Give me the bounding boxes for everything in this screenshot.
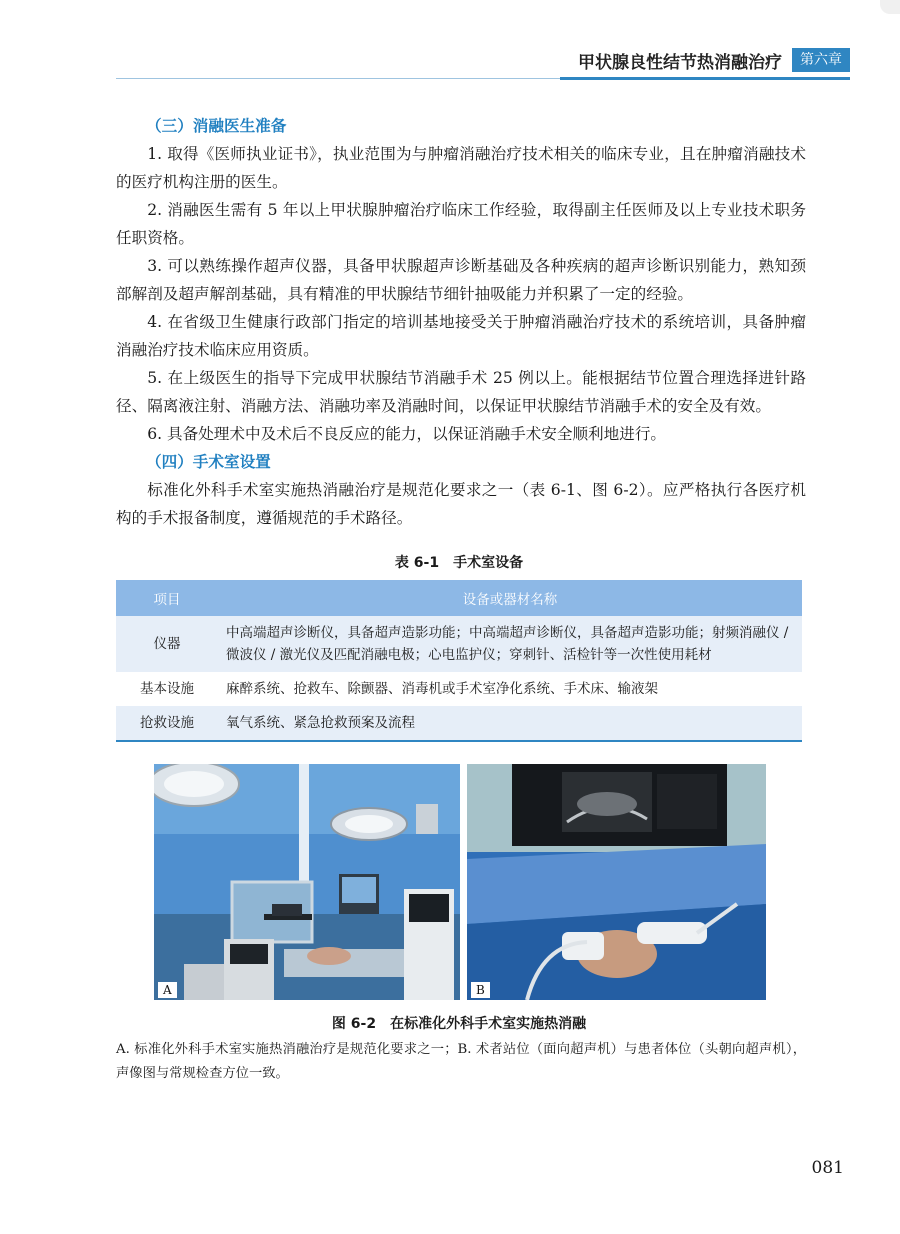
section-heading-3: （三）消融医生准备 — [146, 117, 287, 135]
paragraph: 6. 具备处理术中及术后不良反应的能力，以保证消融手术安全顺利地进行。 — [147, 425, 667, 443]
paragraph: 3. 可以熟练操作超声仪器，具备甲状腺超声诊断基础及各种疾病的超声诊断识别能力，熟知颈部解剖及超声解剖基础，具有精准的甲状腺结节细针抽吸能力并积累了一定的经验。 — [116, 257, 806, 303]
paragraph: 1. 取得《医师执业证书》，执业范围为与肿瘤消融治疗技术相关的临床专业，且在肿瘤消融技术的医疗机构注册的医生。 — [116, 145, 806, 191]
table-cell-detail: 中高端超声诊断仪，具备超声造影功能；中高端超声诊断仪，具备超声造影功能；射频消融仪 / 微波仪 / 激光仪及匹配消融电极；心电监护仪；穿刺针、活检针等一次性使用耗材 — [218, 616, 802, 672]
paragraph: 标准化外科手术室实施热消融治疗是规范化要求之一（表 6-1、图 6-2）。应严格执行各医疗机构的手术报备制度，遵循规范的手术路径。 — [116, 481, 806, 527]
column-header: 设备或器材名称 — [218, 580, 802, 616]
column-header: 项目 — [116, 580, 218, 616]
table-row — [116, 672, 802, 706]
procedure-illustration — [467, 764, 766, 1000]
paragraph: 4. 在省级卫生健康行政部门指定的培训基地接受关于肿瘤消融治疗技术的系统培训，具备肿瘤消融治疗技术临床应用资质。 — [116, 313, 806, 359]
table-cell-item: 抢救设施 — [116, 706, 218, 741]
table-cell-detail: 麻醉系统、抢救车、除颤器、消毒机或手术室净化系统、手术床、输液架 — [226, 681, 658, 697]
table-header-row — [116, 580, 802, 616]
page-corner-mark — [880, 0, 900, 14]
figure-title: 图 6-2 在标准化外科手术室实施热消融 — [331, 1016, 587, 1032]
paragraph: 2. 消融医生需有 5 年以上甲状腺肿瘤治疗临床工作经验，取得副主任医师及以上专业技术职务任职资格。 — [116, 201, 806, 247]
header-rule-accent — [560, 77, 850, 80]
photo-label-b: B — [471, 982, 490, 998]
running-header — [578, 46, 850, 74]
paragraph: 5. 在上级医生的指导下完成甲状腺结节消融手术 25 例以上。能根据结节位置合理选择进针路径、隔离液注射、消融方法、消融功率及消融时间，以保证甲状腺结节消融手术的安全及有效。 — [116, 369, 806, 415]
running-title: 甲状腺良性结节热消融治疗 — [578, 52, 782, 73]
operating-room-photo — [154, 764, 460, 1000]
operating-room-illustration — [154, 764, 460, 1000]
section-heading-4: （四）手术室设置 — [146, 453, 271, 471]
figure-note: A. 标准化外科手术室实施热消融治疗是规范化要求之一；B. 术者站位（面向超声机）与患者体位（头朝向超声机），声像图与常规检查方位一致。 — [116, 1042, 806, 1081]
procedure-photo — [467, 764, 766, 1000]
photo-label-a: A — [158, 982, 177, 998]
table-cell-item: 仪器 — [116, 616, 218, 672]
body-text — [116, 112, 806, 532]
table-row — [116, 616, 802, 672]
table-caption: 表 6-1 手术室设备 — [394, 555, 524, 571]
table-row — [116, 706, 802, 741]
chapter-badge: 第六章 — [792, 48, 850, 72]
page-number: 081 — [811, 1158, 844, 1178]
table-cell-item: 基本设施 — [140, 681, 194, 697]
table-cell-detail: 氧气系统、紧急抢救预案及流程 — [218, 706, 802, 741]
equipment-table — [116, 580, 802, 742]
